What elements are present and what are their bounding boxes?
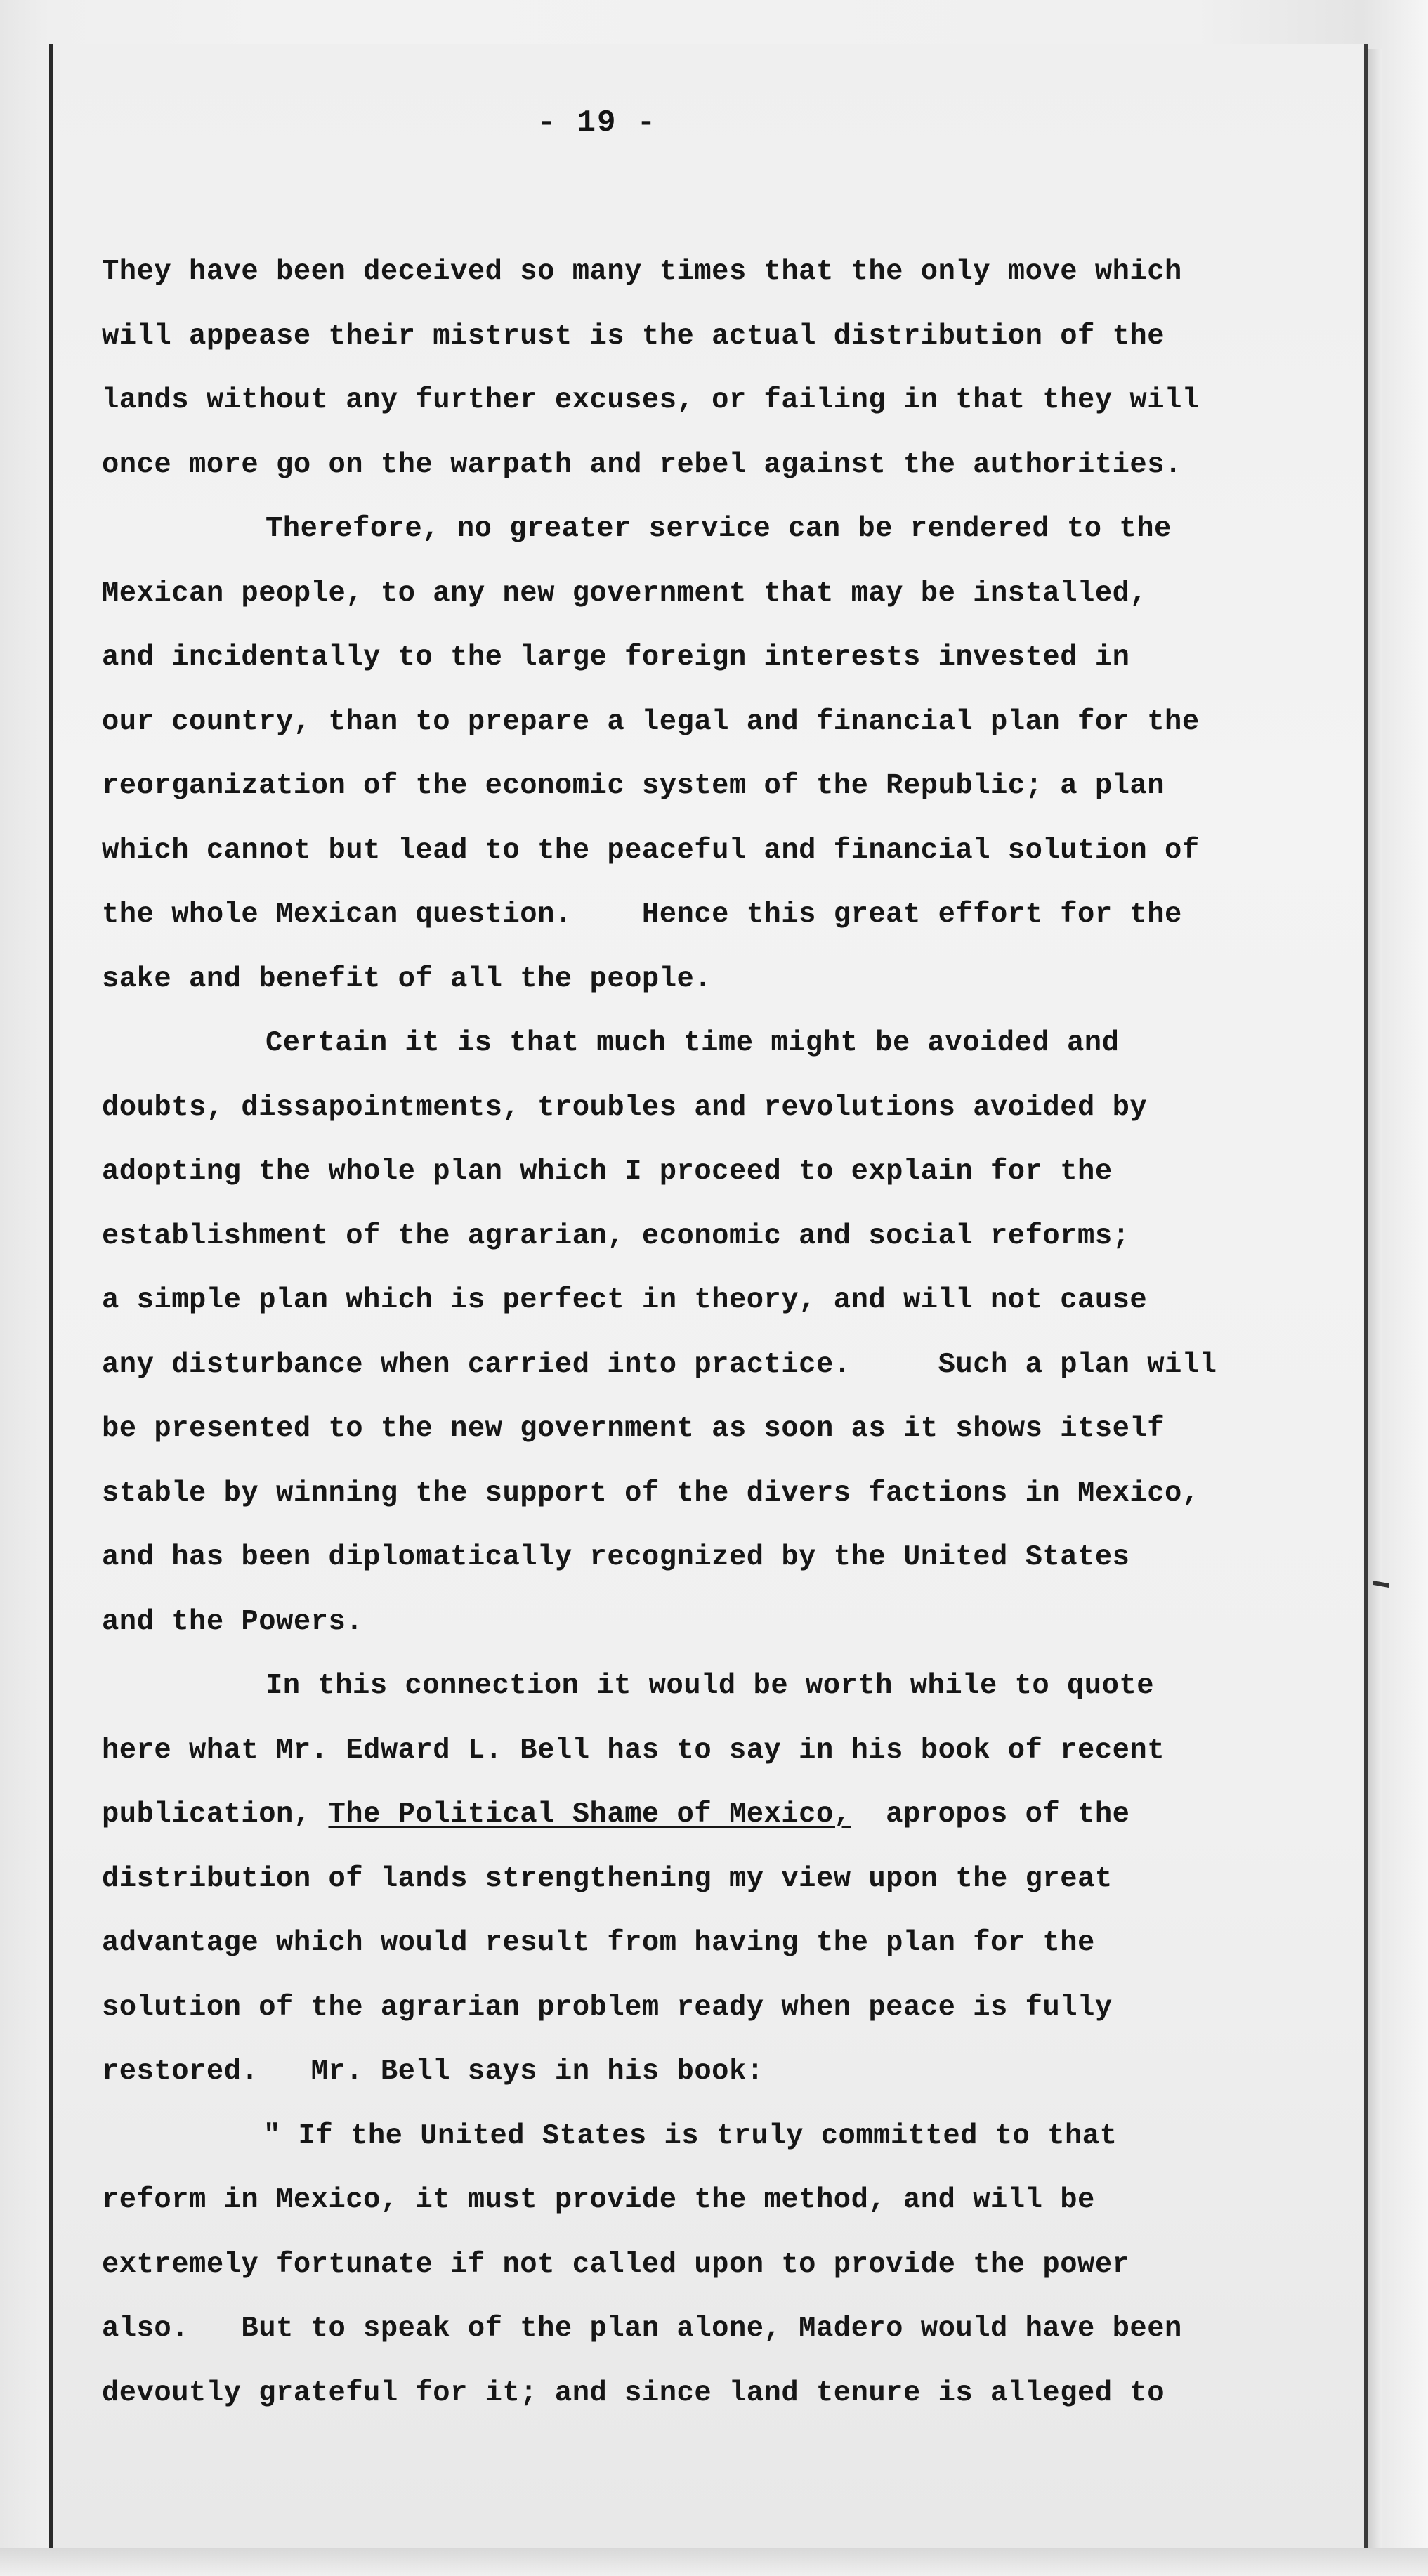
text-line: restored. Mr. Bell says in his book:: [102, 2055, 764, 2088]
text-line: the whole Mexican question. Hence this great effort for the: [102, 898, 1182, 931]
text-line: once more go on the warpath and rebel against the authorities.: [102, 448, 1182, 481]
text-line: establishment of the agrarian, economic and social reforms;: [102, 1220, 1130, 1253]
text-line: lands without any further excuses, or failing in that they will: [102, 384, 1200, 417]
text-line: and the Powers.: [102, 1605, 364, 1638]
text-line: any disturbance when carried into practice. Such a plan will: [102, 1348, 1217, 1381]
text-line: reorganization of the economic system of the Republic; a plan: [102, 770, 1165, 802]
text-line: Therefore, no greater service can be rendered to the: [266, 513, 1172, 545]
publication-suffix: apropos of the: [851, 1798, 1130, 1831]
text-line: distribution of lands strengthening my view upon the great: [102, 1862, 1113, 1895]
text-line: Certain it is that much time might be avoided and: [266, 1027, 1120, 1059]
text-line: sake and benefit of all the people.: [102, 962, 712, 995]
text-line: will appease their mistrust is the actual distribution of the: [102, 320, 1165, 353]
text-line: our country, than to prepare a legal and financial plan for the: [102, 705, 1200, 738]
text-line: solution of the agrarian problem ready when peace is fully: [102, 1991, 1113, 2024]
text-line: here what Mr. Edward L. Bell has to say in his book of recent: [102, 1734, 1165, 1767]
quote-line: " If the United States is truly committed to that: [263, 2119, 1118, 2152]
text-line: Mexican people, to any new government that may be installed,: [102, 577, 1148, 610]
text-line-with-title: [102, 1783, 1289, 1848]
text-line: reform in Mexico, it must provide the method, and will be: [102, 2184, 1095, 2216]
text-line: adopting the whole plan which I proceed to explain for the: [102, 1156, 1113, 1188]
book-title: The Political Shame of Mexico,: [328, 1798, 851, 1831]
text-line: be presented to the new government as soon as it shows itself: [102, 1413, 1165, 1445]
text-line: They have been deceived so many times that the only move which: [102, 256, 1182, 288]
text-line: stable by winning the support of the divers factions in Mexico,: [102, 1477, 1200, 1510]
page-number: - 19 -: [537, 105, 657, 140]
text-line: advantage which would result from having the plan for the: [102, 1927, 1095, 1959]
text-line: also. But to speak of the plan alone, Madero would have been: [102, 2313, 1182, 2345]
text-line: extremely fortunate if not called upon to provide the power: [102, 2248, 1130, 2281]
text-line: and has been diplomatically recognized by the United States: [102, 1541, 1130, 1574]
page-edge: [1368, 49, 1382, 2550]
bottom-edge: [0, 2548, 1428, 2576]
text-line: In this connection it would be worth while to quote: [266, 1670, 1155, 1702]
text-line: a simple plan which is perfect in theory, and will not cause: [102, 1284, 1148, 1316]
publication-prefix: publication,: [102, 1798, 329, 1831]
document-body: [102, 240, 1289, 2426]
text-line: devoutly grateful for it; and since land tenure is alleged to: [102, 2376, 1165, 2410]
text-line: and incidentally to the large foreign interests invested in: [102, 641, 1130, 674]
text-line: which cannot but lead to the peaceful and financial solution of: [102, 834, 1200, 867]
text-line: doubts, dissapointments, troubles and revolutions avoided by: [102, 1091, 1148, 1124]
